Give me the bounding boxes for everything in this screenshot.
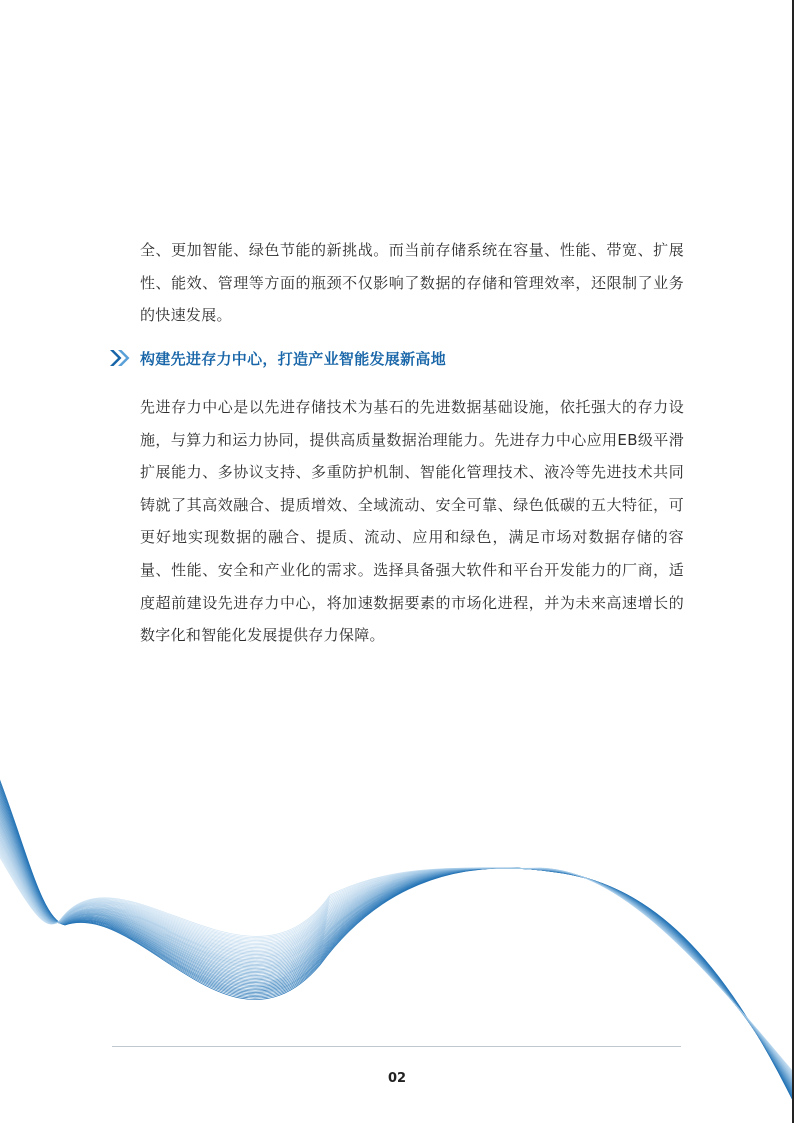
section-heading-text: 构建先进存力中心，打造产业智能发展新高地 <box>140 349 447 368</box>
wave-line <box>0 795 794 1099</box>
wave-line <box>0 814 794 1091</box>
paragraph-text: 先进存力中心是以先进存储技术为基石的先进数据基础设施，依托强大的存力设施，与算力和运力协同，提供高质量数据治理能力。先进存力中心应用EB级平滑扩展能力、多协议支持、多重防护机制、智能化管理技术、液冷等先进技术共同铸就了其高效融合、提质增效、全域流动、安全可靠、绿色低碳的五大特征，可更好地实现数据的融合、提质、流动、应用和绿色，满足市场对数据存储的容量、性能、安全和产业化的需求。选择具备强大软件和平台开发能力的厂商，适度超前建设先进存力中心，将加速数据要素的市场化进程，并为未来高速增长的数字化和智能化发展提供存力保障。 <box>140 398 684 645</box>
section-heading <box>108 344 446 372</box>
wave-line <box>0 791 794 1100</box>
wave-line <box>0 781 794 1104</box>
wave-line <box>0 797 794 1098</box>
wave-line <box>0 825 794 1086</box>
wave-line <box>0 804 794 1095</box>
wave-line <box>0 810 794 1093</box>
body-paragraph-2 <box>140 391 684 652</box>
wave-line <box>0 806 794 1094</box>
wave-line <box>0 783 794 1103</box>
wave-line <box>0 812 794 1092</box>
wave-line <box>0 815 794 1090</box>
paragraph-text: 全、更加智能、绿色节能的新挑战。而当前存储系统在容量、性能、带宽、扩展性、能效、管理等方面的瓶颈不仅影响了数据的存储和管理效率，还限制了业务的快速发展。 <box>140 241 684 325</box>
footer-divider <box>112 1046 681 1047</box>
wave-line <box>0 821 794 1088</box>
wave-line <box>0 778 794 1106</box>
decorative-wave-lines <box>0 720 794 1123</box>
wave-line <box>0 808 794 1093</box>
wave-line <box>0 789 794 1101</box>
wave-line <box>0 836 794 1081</box>
wave-line <box>0 793 794 1100</box>
wave-line <box>0 798 794 1097</box>
wave-line <box>0 780 794 1105</box>
wave-line <box>0 787 794 1102</box>
body-paragraph-1 <box>140 234 684 332</box>
page-number: 02 <box>387 1071 407 1086</box>
wave-line <box>0 823 794 1087</box>
wave-line <box>0 817 794 1089</box>
double-chevron-right-icon <box>108 348 132 368</box>
wave-line <box>0 785 794 1102</box>
wave-line <box>0 802 794 1095</box>
wave-line <box>0 819 794 1088</box>
wave-line <box>0 800 794 1096</box>
